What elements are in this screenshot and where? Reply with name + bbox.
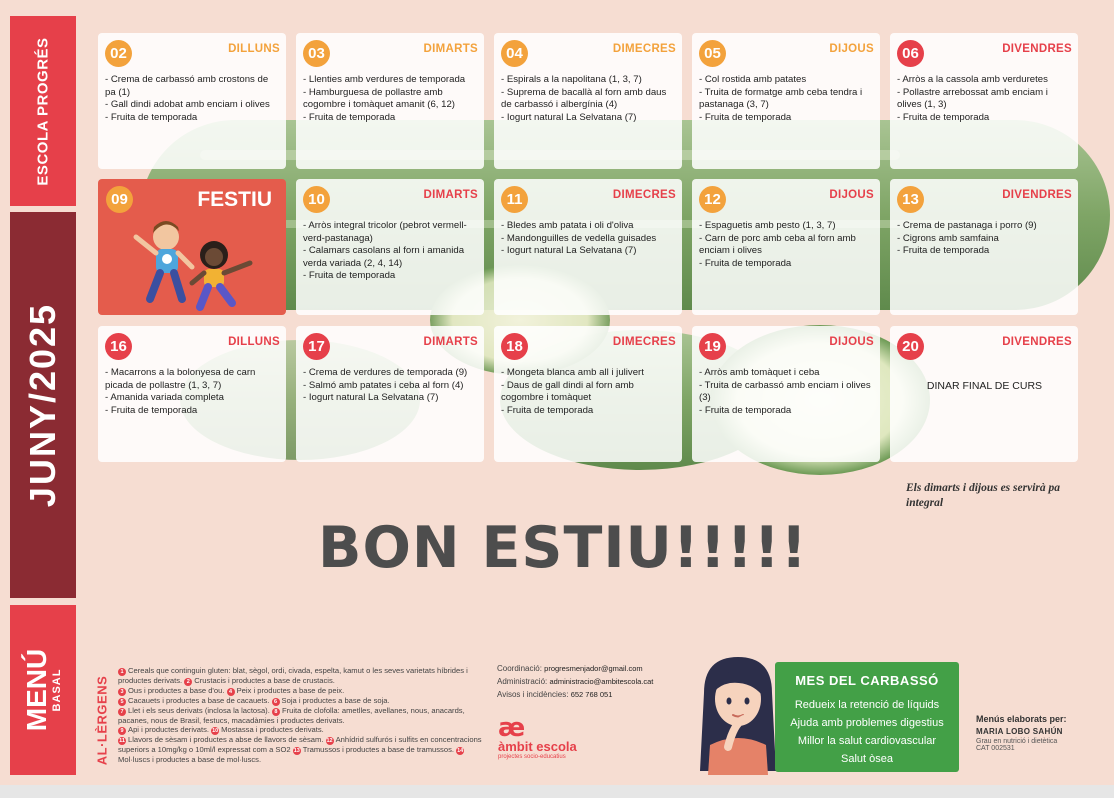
meal-item: - Col rostida amb patates (699, 74, 807, 85)
allergen-text: Mostassa i productes derivats. (221, 725, 324, 735)
day-name: DIMARTS (423, 336, 478, 348)
allergen-text: Crustacis i productes a base de crustacis. (194, 676, 335, 685)
day-number: 09 (106, 186, 133, 213)
meal-item: - Crema de verdures de temporada (9) (303, 367, 468, 378)
allergen-text: Llavors de sèsam i productes a abse de llavors de sèsam. (128, 735, 324, 745)
allergen-number: 14 (457, 748, 464, 755)
ambit-logo-subtitle: projectes socio-educatius (498, 754, 566, 760)
meal-list (699, 74, 874, 124)
promo-benefit: Salut òsea (841, 753, 893, 765)
author-label: Menús elaborats per: (976, 714, 1067, 724)
allergen-number: 1 (118, 668, 126, 676)
meal-item: - Macarrons a la bolonyesa de carn picada de pollastre (1, 3, 7) (105, 367, 256, 391)
administration-label: Administració: (497, 677, 548, 686)
day-name: DIMECRES (612, 336, 676, 348)
bread-note: Els dimarts i dijous es servirà pa integral (906, 482, 1060, 509)
author-role: Grau en nutrició i dietètica (976, 738, 1058, 745)
day-card-02 (98, 33, 286, 169)
meal-list (699, 220, 874, 270)
meal-item: - Fruita de temporada (897, 111, 990, 123)
allergen-number: 5 (118, 698, 126, 706)
meal-item: - Arròs amb tomàquet i ceba (699, 367, 820, 378)
day-card-06 (890, 33, 1078, 169)
promo-benefit: Ajuda amb problemes digestius (790, 717, 944, 729)
author-registration: CAT 002531 (976, 745, 1015, 752)
coordination-email: progresmenjador@gmail.com (544, 664, 643, 673)
allergen-text: Ous i productes a base d'ou. (128, 686, 225, 695)
meal-item: - Fruita de temporada (699, 111, 792, 123)
meal-list (897, 74, 1072, 124)
day-name: DIMARTS (423, 189, 478, 201)
promo-benefit: Redueix la retenció de líquids (794, 699, 940, 711)
day-name: DILLUNS (228, 43, 280, 55)
meal-item: - Amanida variada completa (105, 392, 224, 404)
meal-item: - Llenties amb verdures de temporada (303, 74, 466, 85)
meal-item: - Salmó amb patates i ceba al forn (4) (303, 379, 464, 391)
thinking-girl-illustration (690, 653, 786, 775)
meal-item: - Espaguetis amb pesto (1, 3, 7) (699, 220, 836, 231)
day-card-17 (296, 326, 484, 462)
day-card-10 (296, 179, 484, 315)
administration-email: administracio@ambitescola.cat (549, 677, 654, 686)
day-number: 11 (501, 186, 528, 213)
meal-item: - Fruita de temporada (699, 257, 792, 269)
meal-item: - Espirals a la napolitana (1, 3, 7) (501, 74, 642, 85)
viewer-bottom-strip (0, 785, 1114, 798)
allergen-number: 13 (293, 748, 300, 755)
meal-item: - Iogurt natural La Selvatana (7) (501, 245, 637, 257)
meal-item: - Fruita de temporada (897, 245, 990, 257)
day-card-12 (692, 179, 880, 315)
meal-item: - Calamars casolans al forn i amanida verda variada (2, 4, 14) (303, 245, 465, 269)
allergen-number: 3 (118, 688, 126, 696)
day-number: 13 (897, 186, 924, 213)
menu-type: BASAL (51, 668, 64, 712)
allergens-title-text: AL·LÈRGENS (94, 675, 110, 765)
meal-item: - Daus de gall dindi al forn amb cogombre i tomàquet (501, 379, 634, 404)
promo-benefit: Millor la salut cardiovascular (797, 735, 937, 747)
end-of-year-lunch-note: DINAR FINAL DE CURS (926, 380, 1043, 392)
school-banner (10, 16, 76, 206)
menu-banner (10, 605, 76, 775)
ambit-escola-logo (498, 713, 608, 760)
allergen-number: 4 (227, 688, 235, 696)
meal-item: - Fruita de temporada (303, 111, 396, 123)
meal-list (501, 367, 676, 417)
meal-item: - Bledes amb patata i oli d'oliva (501, 220, 634, 231)
meal-item: - Truita de formatge amb ceba tendra i pastanaga (3, 7) (699, 86, 863, 111)
allergen-number: 9 (118, 727, 126, 735)
meal-list (501, 74, 676, 124)
notices-phone: 652 768 051 (570, 690, 613, 699)
day-name: DIJOUS (829, 43, 874, 55)
dancing-kids-illustration (128, 207, 258, 312)
day-card-16 (98, 326, 286, 462)
allergen-number: 12 (326, 738, 333, 745)
meal-item: - Gall dindi adobat amb enciam i olives (105, 99, 270, 111)
meal-item: - Iogurt natural La Selvatana (7) (303, 392, 439, 404)
day-card-05 (692, 33, 880, 169)
meal-item: - Crema de pastanaga i porro (9) (897, 220, 1037, 231)
meal-list (303, 74, 478, 124)
meal-item: - Fruita de temporada (699, 404, 792, 416)
meal-list (699, 367, 874, 417)
day-card-13 (890, 179, 1078, 315)
day-number: 18 (501, 333, 528, 360)
month-label: JUNY/2025 (22, 302, 63, 508)
day-number: 02 (105, 40, 132, 67)
day-name: DIMECRES (612, 189, 676, 201)
meal-item: - Fruita de temporada (501, 404, 594, 416)
allergen-text: Llet i els seus derivats (inclosa la lactosa). (128, 706, 270, 715)
meal-list (897, 220, 1072, 258)
meal-item: - Mongeta blanca amb all i julivert (501, 367, 644, 378)
day-name: DIJOUS (829, 189, 874, 201)
day-number: 12 (699, 186, 726, 213)
allergen-number: 7 (118, 708, 126, 716)
meal-item: - Crema de carbassó amb crostons de pa (1) (105, 74, 269, 98)
meal-item: - Truita de carbassó amb enciam i olives (3) (699, 379, 871, 404)
notices-label: Avisos i incidències: (497, 690, 569, 699)
allergen-text: Anhídrid sulfurós i sulfits en concentracions superiors a 10mg/kg o 10ml/l expressat com a SO2 (118, 735, 482, 755)
allergen-text: Tramussos i productes a base de tramussos. (302, 745, 454, 755)
meal-list (303, 367, 478, 405)
day-number: 16 (105, 333, 132, 360)
meal-item: - Fruita de temporada (105, 404, 198, 416)
meal-item: - Fruita de temporada (105, 111, 198, 123)
day-number: 10 (303, 186, 330, 213)
school-name: ESCOLA PROGRÉS (34, 36, 52, 186)
zucchini-month-panel (775, 662, 959, 772)
meal-item: - Hamburguesa de pollastre amb cogombre i tomàquet amanit (6, 12) (303, 86, 455, 111)
holiday-label: FESTIU (197, 188, 272, 211)
meal-item: - Arròs integral tricolor (pebrot vermell-verd-pastanaga) (303, 220, 467, 244)
meal-item: - Arròs a la cassola amb verduretes (897, 74, 1048, 85)
day-number: 19 (699, 333, 726, 360)
day-name: DIVENDRES (1002, 336, 1072, 348)
meal-item: - Iogurt natural La Selvatana (7) (501, 111, 637, 123)
meal-item: - Suprema de bacallà al forn amb daus de carbassó i albergínia (4) (501, 86, 667, 111)
meal-list (501, 220, 676, 258)
day-card-03 (296, 33, 484, 169)
ambit-logo-name: àmbit escola (498, 739, 577, 754)
day-number: 20 (897, 333, 924, 360)
day-name: DIVENDRES (1002, 43, 1072, 55)
day-card-18 (494, 326, 682, 462)
allergen-number: 10 (212, 728, 219, 735)
ambit-logo-mark: æ (498, 713, 526, 743)
meal-item: - Mandonguilles de vedella guisades (501, 232, 657, 244)
day-number: 06 (897, 40, 924, 67)
day-card-11 (494, 179, 682, 315)
day-name: DILLUNS (228, 336, 280, 348)
allergen-number: 8 (272, 708, 280, 716)
allergens-list (118, 666, 488, 765)
day-number: 05 (699, 40, 726, 67)
day-number: 04 (501, 40, 528, 67)
allergen-number: 2 (184, 678, 192, 686)
contact-info (497, 662, 653, 701)
day-name: DIJOUS (829, 336, 874, 348)
allergen-text: Mol·luscs i productes a base de mol·luscs. (118, 755, 262, 765)
author-name: MARIA LOBO SAHÚN (976, 727, 1063, 736)
allergen-text: Soja i productes a base de soja. (281, 696, 390, 705)
meal-item: - Carn de porc amb ceba al forn amb enciam i olives (699, 232, 856, 257)
allergen-text: Api i productes derivats. (128, 725, 210, 735)
meal-item: - Cigrons amb samfaina (897, 232, 999, 244)
day-number: 03 (303, 40, 330, 67)
allergens-title (88, 665, 116, 775)
coordination-label: Coordinació: (497, 664, 542, 673)
day-name: DIMECRES (612, 43, 676, 55)
allergen-text: Peix i productes a base de peix. (236, 686, 345, 695)
promo-title: MES DEL CARBASSÓ (795, 673, 939, 688)
menu-title: MENÚ (21, 648, 53, 732)
day-card-19 (692, 326, 880, 462)
farewell-heading: BON ESTIU!!!!! (318, 515, 808, 581)
allergen-number: 11 (119, 738, 125, 745)
allergen-number: 6 (272, 698, 280, 706)
meal-item: - Fruita de temporada (303, 270, 396, 282)
allergen-text: Fruita de clofolla: ametlles, avellanes, nous, anacards, pacanes, nous de Brasil, festucs, macadàmies i productes derivats. (118, 706, 465, 725)
month-banner (10, 212, 76, 598)
day-name: DIMARTS (423, 43, 478, 55)
day-card-04 (494, 33, 682, 169)
day-card-20 (890, 326, 1078, 462)
meal-list (303, 220, 478, 283)
meal-list (105, 74, 280, 124)
day-number: 17 (303, 333, 330, 360)
day-name: DIVENDRES (1002, 189, 1072, 201)
allergen-text: Cereals que continguin gluten: blat, sègol, ordi, civada, espelta, kamut o les seves varietats híbrides i productes derivats. (118, 666, 468, 685)
meal-item: - Pollastre arrebossat amb enciam i olives (1, 3) (897, 86, 1048, 111)
author-credit (976, 714, 1067, 752)
meal-list (105, 367, 280, 417)
holiday-card (98, 179, 286, 315)
allergen-text: Cacauets i productes a base de cacauets. (128, 696, 270, 705)
